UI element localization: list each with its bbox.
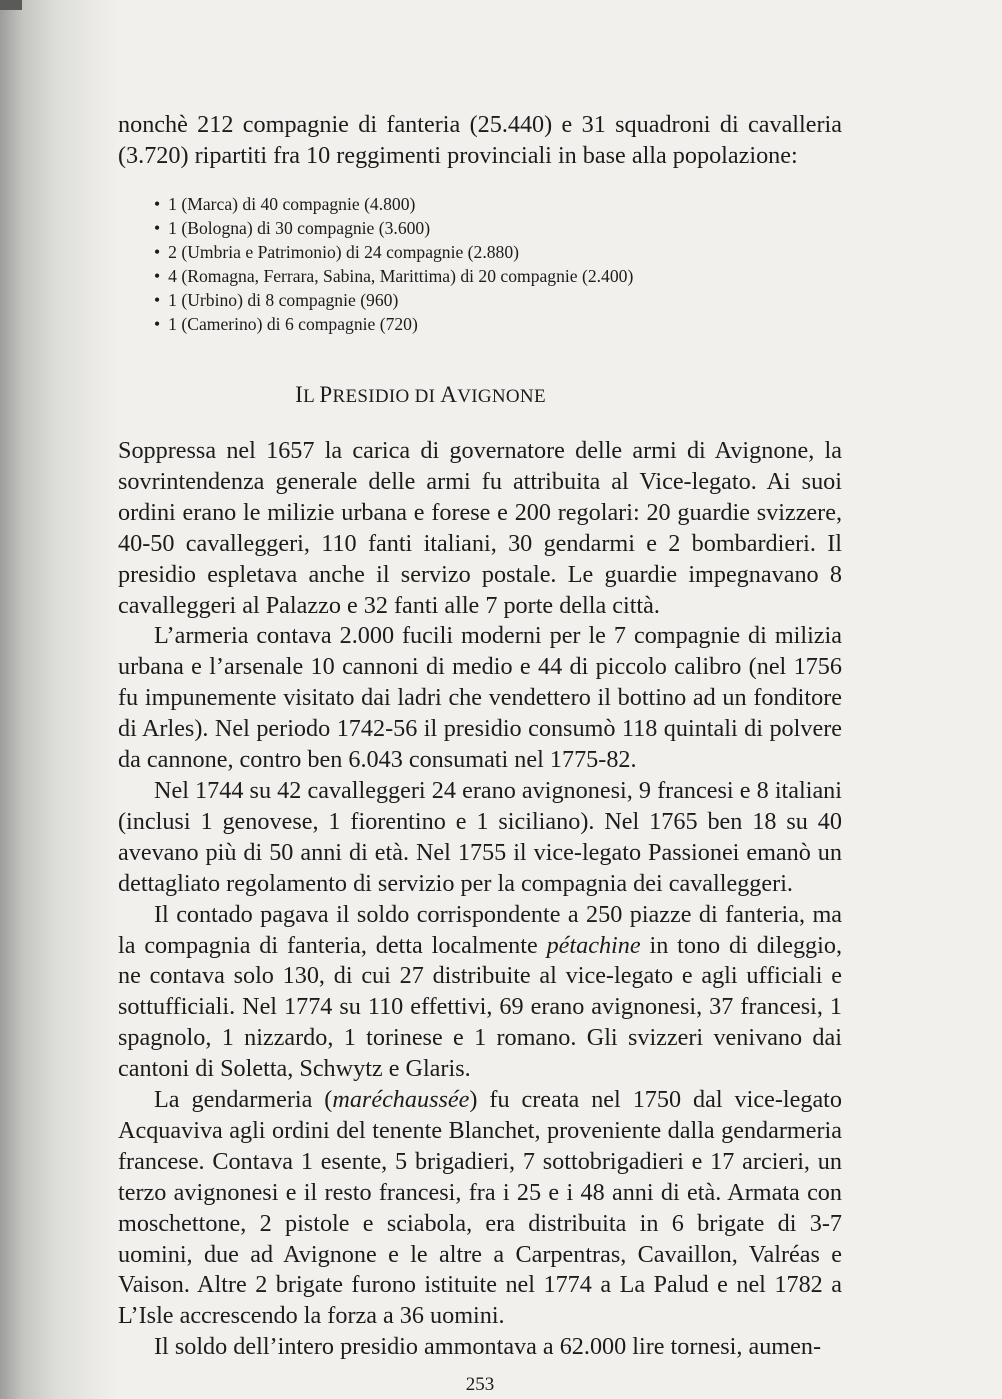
- intro-paragraph: nonchè 212 compagnie di fanteria (25.440) e 31 squadroni di cavalleria (3.720) ripartiti fra 10 reggimenti provinciali in base alla popolazione:: [118, 111, 842, 169]
- scan-gutter-shadow: [0, 0, 120, 1399]
- paragraph-5: La gendarmeria (maréchaussée) fu creata nel 1750 dal vice-legato Acquaviva agli ordini del tenente Blanchet, proveniente dalla gendarmeria francese. Contava 1 esente, 5 brigadieri, 7 sottobrigadieri e 17 arcieri, un terzo avignonesi e il resto francesi, fra i 25 e i 48 anni di età. Armata con moschettone, 2 pistole e sciabola, era distribuita in 6 brigate di 3-7 uomini, due ad Avignone e le altre a Carpentras, Cavaillon, Valréas e Vaison. Altre 2 brigate furono istituite nel 1774 a La Palud e nel 1782 a L’Isle accrescendo la forza a 36 uomini.: [118, 1086, 842, 1330]
- list-item: • 1 (Bologna) di 30 compagnie (3.600): [154, 216, 633, 240]
- list-item: • 1 (Marca) di 40 compagnie (4.800): [154, 192, 633, 216]
- body-text: [118, 436, 842, 1363]
- paragraph-4: Il contado pagava il soldo corrispondente a 250 piazze di fanteria, ma la compagnia di fanteria, detta localmente pétachine in tono di dileggio, ne contava solo 130, di cui 27 distribuite al vice-legato e agli ufficiali e sottufficiali. Nel 1774 su 110 effettivi, 69 erano avignonesi, 37 francesi, 1 spagnolo, 1 nizzardo, 1 torinese e 1 romano. Gli svizzeri venivano dai cantoni di Soletta, Schwytz e Glaris.: [118, 900, 843, 1083]
- list-item: • 1 (Urbino) di 8 compagnie (960): [154, 288, 633, 312]
- list-item: • 4 (Romagna, Ferrara, Sabina, Marittima) di 20 compagnie (2.400): [154, 264, 633, 288]
- regiment-list: [154, 192, 633, 337]
- list-item: • 2 (Umbria e Patrimonio) di 24 compagnie (2.880): [154, 240, 633, 264]
- scan-corner-mark: [0, 0, 22, 10]
- page-number: 253: [465, 1374, 495, 1395]
- section-heading: IL PRESIDIO DI AVIGNONE: [295, 382, 546, 407]
- paragraph-3: Nel 1744 su 42 cavalleggeri 24 erano avignonesi, 9 francesi e 8 italiani (inclusi 1 genovese, 1 fiorentino e 1 siciliano). Nel 1765 ben 18 su 40 avevano più di 50 anni di età. Nel 1755 il vice-legato Passionei emanò un dettagliato regolamento di servizio per la compagnia dei cavalleggeri.: [118, 776, 842, 897]
- list-item: • 1 (Camerino) di 6 compagnie (720): [154, 312, 633, 336]
- paragraph-6: Il soldo dell’intero presidio ammontava a 62.000 lire tornesi, aumen-: [154, 1333, 821, 1361]
- paragraph-2: L’armeria contava 2.000 fucili moderni per le 7 compagnie di milizia urbana e l’arsenale 10 cannoni di medio e 44 di piccolo calibro (nel 1756 fu impunemente visitato dai ladri che vendettero il bottino ad un fonditore di Arles). Nel periodo 1742-56 il presidio consumò 118 quintali di polvere da cannone, contro ben 6.043 consumati nel 1775-82.: [118, 622, 842, 774]
- page-content: [118, 110, 843, 1395]
- paragraph-1: Soppressa nel 1657 la carica di governatore delle armi di Avignone, la sovrintendenza generale delle armi fu attribuita al Vice-legato. Ai suoi ordini erano le milizie urbana e forese e 200 regolari: 20 guardie svizzere, 40-50 cavalleggeri, 110 fanti italiani, 30 gendarmi e 2 bombardieri. Il presidio espletava anche il servizo postale. Le guardie impegnavano 8 cavalleggeri al Palazzo e 32 fanti alle 7 porte della città.: [118, 437, 842, 619]
